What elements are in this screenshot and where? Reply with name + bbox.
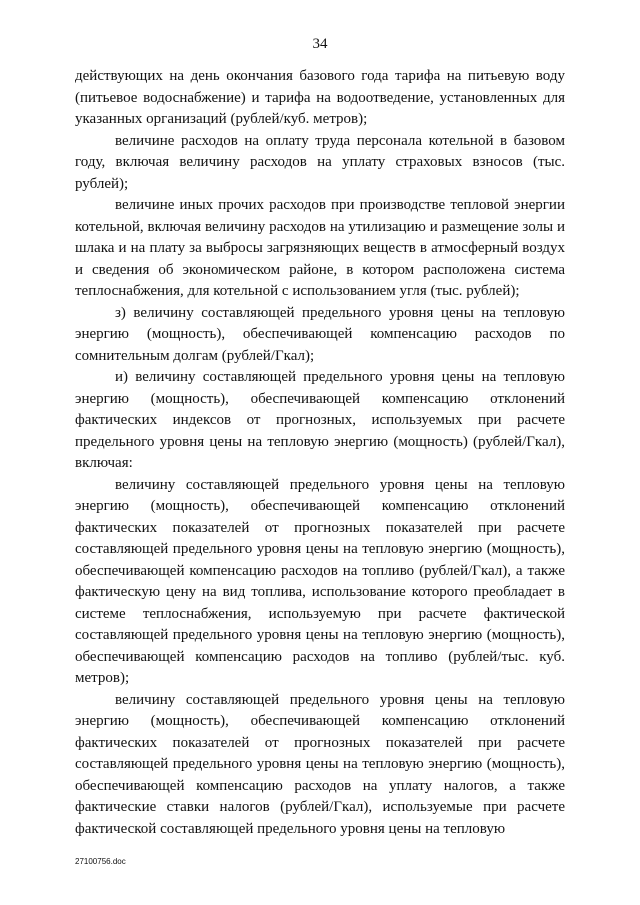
paragraph: величине иных прочих расходов при производстве тепловой энергии котельной, включая величину расходов на утилизацию и размещение золы и шлака и на плату за выбросы загрязняющих веществ в атмосферный воздух и сведения об экономическом районе, в котором расположена система теплоснабжения, для котельной с использованием угля (тыс. рублей); xyxy=(75,197,565,299)
paragraph: величине расходов на оплату труда персонала котельной в базовом году, включая величину расходов на уплату страховых взносов (тыс. рублей); xyxy=(75,132,565,192)
paragraph: и) величину составляющей предельного уровня цены на тепловую энергию (мощность), обеспечивающей компенсацию отклонений фактических индексов от прогнозных, используемых при расчете предельного уровня цены на тепловую энергию (мощность) (рублей/Гкал), включая: xyxy=(75,369,565,471)
footer-document-code: 27100756.doc xyxy=(75,857,126,866)
page-number: 34 xyxy=(312,36,328,52)
paragraph: з) величину составляющей предельного уровня цены на тепловую энергию (мощность), обеспечивающей компенсацию расходов по сомнительным долгам (рублей/Гкал); xyxy=(75,304,565,364)
paragraph: действующих на день окончания базового года тарифа на питьевую воду (питьевое водоснабжение) и тарифа на водоотведение, установленных для указанных организаций (рублей/куб. метров); xyxy=(75,68,565,127)
document-body xyxy=(75,66,565,840)
paragraph: величину составляющей предельного уровня цены на тепловую энергию (мощность), обеспечивающей компенсацию отклонений фактических показателей от прогнозных показателей при расчете составляющей предельного уровня цены на тепловую энергию (мощность), обеспечивающей компенсацию расходов на уплату налогов, а также фактические ставки налогов (рублей/Гкал), используемые при расчете фактической составляющей предельного уровня цены на тепловую xyxy=(75,691,565,837)
paragraph: величину составляющей предельного уровня цены на тепловую энергию (мощность), обеспечивающей компенсацию отклонений фактических показателей от прогнозных показателей при расчете составляющей предельного уровня цены на тепловую энергию (мощность), обеспечивающей компенсацию расходов на топливо (рублей/Гкал), а также фактическую цену на вид топлива, использование которого преобладает в системе теплоснабжения, используемую при расчете фактической составляющей предельного уровня цены на тепловую энергию (мощность), обеспечивающей компенсацию расходов на топливо (рублей/тыс. куб. метров); xyxy=(75,476,565,686)
